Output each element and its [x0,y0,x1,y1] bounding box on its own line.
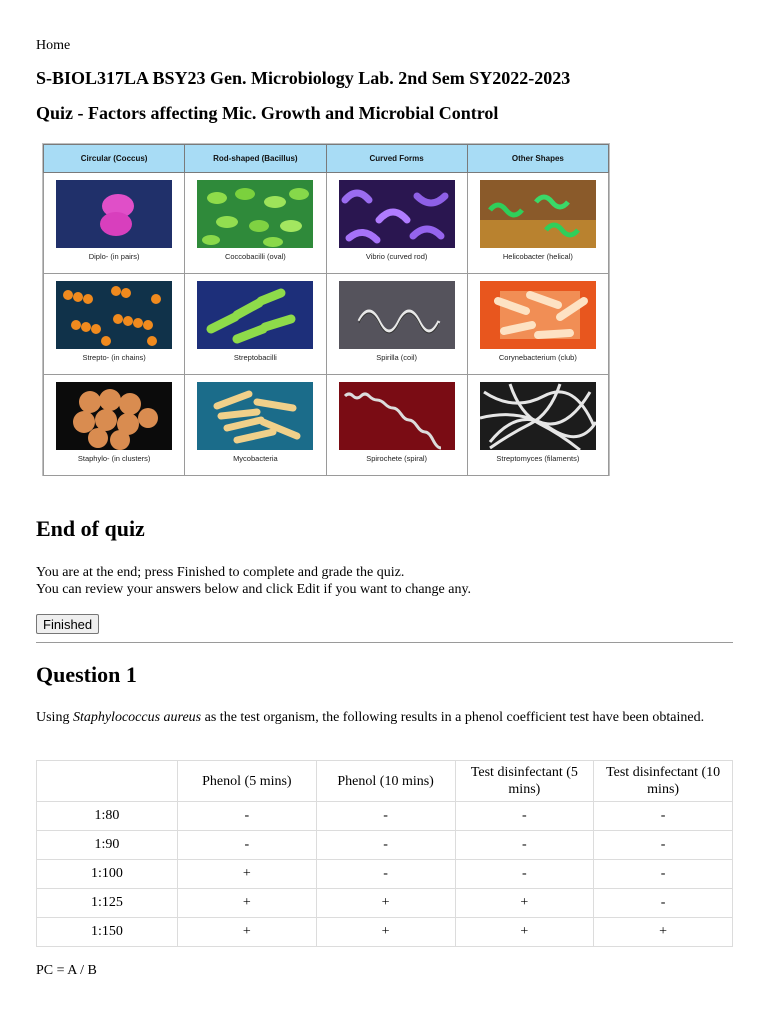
chart-caption: Helicobacter (helical) [502,252,573,261]
coccobacilli-image [197,180,313,248]
bacteria-shapes-chart [42,143,610,476]
end-of-quiz-heading: End of quiz [36,516,145,541]
organism-name: Staphylococcus aureus [72,710,202,725]
chart-cell [326,274,467,375]
chart-header: Curved Forms [326,145,467,173]
instruction-line-2: You can review your answers below and click Edit if you want to change any. [36,582,472,597]
table-cell: 1:150 [37,918,178,947]
vibrio-image [339,180,455,248]
table-row [37,860,733,889]
question-heading: Question 1 [36,662,137,687]
chart-cell [326,375,467,476]
table-header: Phenol (10 mins) [316,761,455,802]
quiz-title: Quiz - Factors affecting Mic. Growth and Microbial Control [36,103,499,123]
phenol-coefficient-table [36,760,733,947]
table-header: Test disinfectant (10 mins) [594,761,733,802]
chart-caption: Corynebacterium (club) [498,353,577,362]
table-cell: + [455,889,594,918]
chart-caption: Spirilla (coil) [376,353,418,362]
table-header [37,761,178,802]
chart-cell [467,274,608,375]
chart-header: Other Shapes [467,145,608,173]
phenol-coefficient-formula: PC = A / B [36,963,97,978]
table-cell: - [455,860,594,889]
table-cell: - [594,860,733,889]
table-cell: - [594,889,733,918]
staphylococci-image [56,382,172,450]
table-cell: + [316,889,455,918]
table-cell: 1:100 [37,860,178,889]
breadcrumb-home[interactable]: Home [36,38,71,53]
spirilla-image [339,281,455,349]
table-cell: 1:80 [37,802,178,831]
table-cell: + [178,860,317,889]
chart-caption: Strepto- (in chains) [82,353,146,362]
chart-caption: Spirochete (spiral) [366,454,428,463]
table-cell: + [178,918,317,947]
chart-caption: Mycobacteria [233,454,278,463]
chart-caption: Staphylo- (in clusters) [77,454,151,463]
table-cell: + [316,918,455,947]
mycobacteria-image [197,382,313,450]
table-row [37,889,733,918]
table-cell: - [594,802,733,831]
chart-header: Rod-shaped (Bacillus) [185,145,326,173]
chart-cell [44,173,185,274]
question-text-before: Using [36,710,73,725]
chart-cell [185,274,326,375]
chart-cell [185,173,326,274]
table-cell: - [594,831,733,860]
corynebacterium-image [480,281,596,349]
table-cell: - [316,860,455,889]
table-cell: - [316,802,455,831]
table-cell: - [455,802,594,831]
chart-caption: Vibrio (curved rod) [365,252,428,261]
chart-cell [326,173,467,274]
question-text [36,709,726,726]
chart-cell [467,375,608,476]
table-cell: - [316,831,455,860]
chart-cell [44,274,185,375]
table-cell: + [178,889,317,918]
question-text-after: as the test organism, the following results in a phenol coefficient test have been obtained. [201,710,705,725]
table-header: Test disinfectant (5 mins) [455,761,594,802]
table-cell: + [594,918,733,947]
chart-cell [185,375,326,476]
chart-header: Circular (Coccus) [44,145,185,173]
bacteria-shapes-table [43,144,609,476]
table-row [37,802,733,831]
end-of-quiz-instructions [36,564,471,598]
section-divider [36,642,733,643]
table-header: Phenol (5 mins) [178,761,317,802]
chart-cell [44,375,185,476]
helicobacter-image [480,180,596,248]
streptococci-image [56,281,172,349]
table-cell: - [455,831,594,860]
chart-caption: Coccobacilli (oval) [224,252,286,261]
diplococci-image [56,180,172,248]
chart-caption: Diplo- (in pairs) [88,252,140,261]
table-cell: + [455,918,594,947]
table-cell: - [178,831,317,860]
finished-button[interactable]: Finished [36,614,99,634]
table-row [37,831,733,860]
streptomyces-image [480,382,596,450]
course-title: S-BIOL317LA BSY23 Gen. Microbiology Lab. 2nd Sem SY2022-2023 [36,68,571,88]
streptobacilli-image [197,281,313,349]
table-row [37,918,733,947]
chart-caption: Streptomyces (filaments) [496,454,580,463]
chart-caption: Streptobacilli [233,353,277,362]
chart-cell [467,173,608,274]
instruction-line-1: You are at the end; press Finished to complete and grade the quiz. [36,565,405,580]
table-cell: 1:125 [37,889,178,918]
spirochete-image [339,382,455,450]
table-cell: - [178,802,317,831]
table-cell: 1:90 [37,831,178,860]
